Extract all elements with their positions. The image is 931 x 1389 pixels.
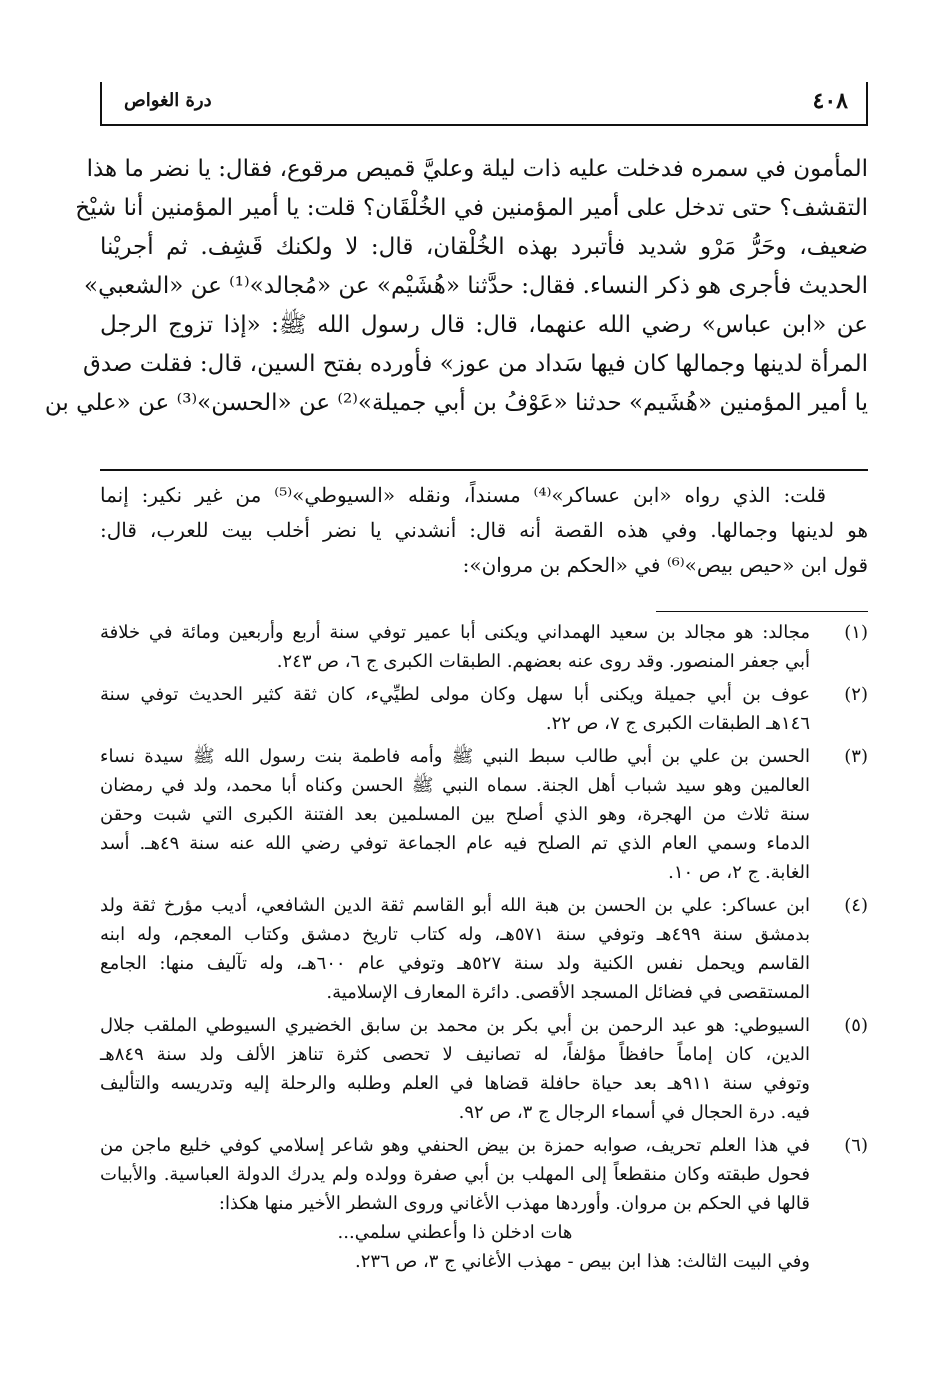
footnote-line: فحول طبقته وكان منقطعاً إلى المهلب بن أبي صفرة وولده ولم يدرك الدولة العباسية. والأبيات bbox=[100, 1164, 810, 1185]
main-text-line: عن «ابن عباس» رضي الله عنهما، قال: قال رسول الله ﷺ: «إذا تزوج الرجل bbox=[100, 312, 868, 338]
footnote-number: (٤) bbox=[844, 895, 868, 916]
main-text-line: الحديث فأجرى هو ذكر النساء. فقال: حدَّثنا «هُشَيْم» عن «مُجالد»⁽¹⁾ عن «الشعبي» bbox=[84, 273, 868, 299]
book-title: درة الغواص bbox=[124, 90, 212, 111]
footnote-line: ابن عساكر: علي بن الحسن بن هبة الله أبو القاسم ثقة الدين الشافعي، أديب مؤرخ ثقة ولد bbox=[100, 895, 810, 916]
main-text-line: المأمون في سمره فدخلت عليه ذات ليلة وعليَّ قميص مرقوع، فقال: يا نضر ما هذا bbox=[86, 156, 868, 182]
running-header bbox=[100, 82, 868, 126]
commentary-line: هو لدينها وجمالها. وفي هذه القصة أنه قال: أنشدني يا نضر أخلب بيت للعرب، قال: bbox=[100, 518, 868, 542]
footnote-line: الدين، كان إماماً حافظاً مؤلفاً، له تصانيف لا تحصى كثرة تناهز الألف ولد سنة ٨٤٩هـ bbox=[100, 1044, 810, 1065]
main-text-line: المرأة لدينها وجمالها كان فيها سَداد من عوز» فأورده بفتح السين، قال: فقلت صدق bbox=[83, 351, 868, 377]
footnote-line: قالها في الحكم بن مروان. وأوردها مهذب الأغاني وروى الشطر الأخير منها هكذا: bbox=[218, 1193, 810, 1214]
footnote-line: الدماء وسمي العام الذي تم الصلح فيه عام الجماعة توفي رضي الله عنه سنة ٤٩هـ. أسد bbox=[100, 833, 810, 854]
footnote-5 bbox=[100, 1011, 868, 1127]
footnote-6 bbox=[100, 1131, 868, 1276]
main-text bbox=[44, 150, 868, 423]
main-text-line: يا أمير المؤمنين «هُشَيم» حدثنا «عَوْفُ بن أبي جميلة»⁽²⁾ عن «الحسن»⁽³⁾ عن «علي بن bbox=[44, 390, 868, 416]
footnote-line: العالمين وهو سيد شباب أهل الجنة. سماه النبي ﷺ الحسن وكناه أبا محمد، ولد في رمضان bbox=[100, 775, 810, 796]
footnotes bbox=[100, 618, 868, 1280]
footnote-line: مجالد: هو مجالد بن سعيد الهمداني ويكنى أبا عمير توفي سنة أربع وأربعين ومائة في خلافة bbox=[100, 622, 810, 643]
footnote-line: ١٤٦هـ الطبقات الكبرى ج ٧، ص ٢٢. bbox=[545, 713, 810, 734]
commentary-block bbox=[100, 478, 868, 583]
footnote-verse: هات ادخلن ذا وأعطني سلمي... bbox=[337, 1222, 573, 1243]
commentary-line: قول ابن «حيص بيص»⁽⁶⁾ في «الحكم بن مروان»: bbox=[462, 553, 868, 577]
footnote-1 bbox=[100, 618, 868, 676]
footnote-2 bbox=[100, 680, 868, 738]
footnote-number: (١) bbox=[844, 622, 868, 643]
footnote-line: السيوطي: هو عبد الرحمن بن أبي بكر بن محمد بن سابق الخضيري السيوطي الملقب جلال bbox=[100, 1015, 810, 1036]
footnote-line: وتوفي سنة ٩١١هـ بعد حياة حافلة قضاها في العلم وطلبه والرحلة إليه وتدريسه والتأليف bbox=[100, 1073, 811, 1094]
footnote-separator-rule bbox=[656, 611, 868, 612]
page-number: ٤٠٨ bbox=[812, 88, 848, 114]
footnote-line: القاسم ويحمل نفس الكنية ولد سنة ٥٢٧هـ وتوفي عام ٦٠٠هـ، وله تآليف منها: الجامع bbox=[100, 953, 810, 974]
footnote-line: في هذا العلم تحريف، صوابه حمزة بن بيض الحنفي وهو شاعر إسلامي كوفي خليع ماجن من bbox=[100, 1135, 810, 1156]
footnote-line: وفي البيت الثالث: هذا ابن بيص - مهذب الأغاني ج ٣، ص ٢٣٦. bbox=[355, 1251, 810, 1272]
footnote-4 bbox=[100, 891, 868, 1007]
footnote-number: (٢) bbox=[844, 684, 868, 705]
footnote-number: (٥) bbox=[844, 1015, 868, 1036]
footnote-line: الحسن بن علي بن أبي طالب سبط النبي ﷺ وأمه فاطمة بنت رسول الله ﷺ سيدة نساء bbox=[100, 746, 810, 767]
main-text-line: التقشف؟ حتى تدخل على أمير المؤمنين في الخُلْقَان؟ قلت: يا أمير المؤمنين أنا شيْخ bbox=[75, 195, 868, 221]
footnote-number: (٦) bbox=[844, 1135, 868, 1156]
commentary-line: قلت: الذي رواه «ابن عساكر»⁽⁴⁾ مسنداً، ونقله «السيوطي»⁽⁵⁾ من غير نكير: إنما bbox=[100, 483, 826, 507]
main-text-line: ضعيف، وحَرُّ مَرْو شديد فأتبرد بهذه الخُلْقان، قال: لا ولكنك قَشِف. ثم أجريْنا bbox=[100, 234, 868, 260]
footnote-line: عوف بن أبي جميلة ويكنى أبا سهل وكان مولى لطيِّيء، كان ثقة كثير الحديث توفي سنة bbox=[100, 684, 810, 705]
footnote-line: بدمشق سنة ٤٩٩هـ وتوفي سنة ٥٧١هـ، وله كتاب تاريخ دمشق وكتاب المعجم، وله ابنه bbox=[100, 924, 810, 945]
footnote-line: أبي جعفر المنصور. وقد روى عنه بعضهم. الطبقات الكبرى ج ٦، ص ٢٤٣. bbox=[276, 651, 810, 672]
text-separator-rule bbox=[100, 469, 868, 471]
footnote-line: سنة ثلاث من الهجرة، وهو الذي أصلح بين المسلمين بعد الفتنة الكبرى التي شبت وحقن bbox=[100, 804, 810, 825]
footnote-line: فيه. درة الحجال في أسماء الرجال ج ٣، ص ٩٢. bbox=[458, 1102, 810, 1123]
footnote-line: المستقصى في فضائل المسجد الأقصى. دائرة المعارف الإسلامية. bbox=[326, 982, 810, 1003]
footnote-line: الغابة. ج ٢، ص ١٠. bbox=[668, 862, 810, 883]
footnote-number: (٣) bbox=[844, 746, 868, 767]
footnote-3 bbox=[100, 742, 868, 887]
